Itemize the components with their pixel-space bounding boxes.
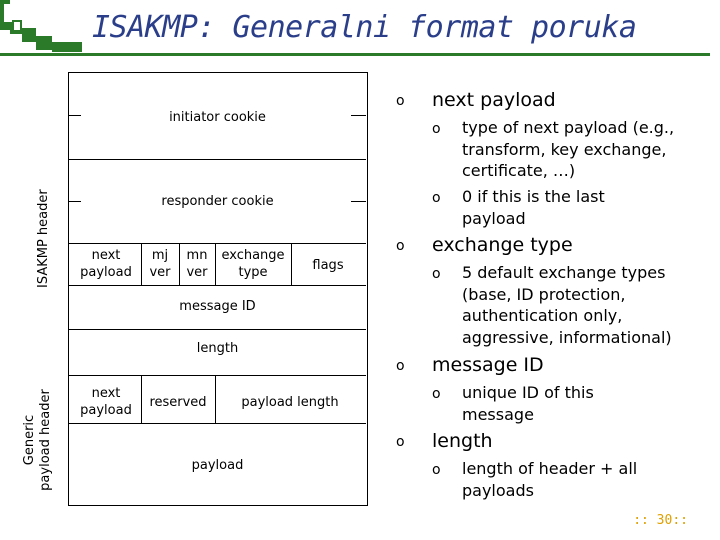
col-divider — [215, 243, 216, 285]
minor-version-field: mn ver — [186, 248, 208, 280]
initiator-cookie-field: initiator cookie — [169, 110, 266, 125]
generic-payload-header-label: Generic payload header — [22, 389, 53, 491]
sub-bullet-text: 5 default exchange types (base, ID protection, authentication only, aggressive, informational) — [462, 263, 672, 347]
sub-bullet-text: type of next payload (e.g., transform, key exchange, certificate, …) — [462, 118, 675, 180]
bullet-marker: o — [432, 386, 441, 402]
major-version-field: mj ver — [149, 248, 171, 280]
row-divider — [69, 423, 366, 424]
sub-bullet — [432, 382, 702, 425]
bullet-marker: o — [432, 121, 441, 137]
bullet-marker: o — [396, 434, 405, 450]
title-underline — [0, 53, 710, 56]
message-id-field: message ID — [179, 299, 256, 314]
generic-next-payload-field: next payload — [80, 386, 132, 418]
row-divider — [69, 159, 366, 160]
row-divider — [69, 243, 366, 244]
sub-bullet — [432, 262, 702, 348]
length-field: length — [196, 341, 239, 356]
bullet-text: message ID — [432, 354, 544, 376]
sub-bullet-text: unique ID of this message — [462, 383, 594, 424]
sub-bullet-text: 0 if this is the last payload — [462, 187, 605, 228]
bullet-marker: o — [432, 462, 441, 478]
row-divider — [69, 375, 366, 376]
flags-field: flags — [312, 258, 344, 273]
page-number: :: 30:: — [633, 513, 688, 528]
bullet-message-id — [396, 354, 544, 376]
bullet-marker: o — [432, 190, 441, 206]
bullet-next-payload — [396, 89, 556, 111]
next-payload-field: next payload — [80, 248, 132, 280]
bullet-marker: o — [396, 238, 405, 254]
bullet-length — [396, 430, 493, 452]
col-divider — [141, 375, 142, 423]
reserved-field: reserved — [149, 395, 207, 410]
isakmp-header-label: ISAKMP header — [36, 189, 51, 288]
bullet-marker: o — [396, 93, 405, 109]
corner-decoration — [0, 0, 90, 60]
sub-bullet — [432, 186, 702, 229]
col-divider — [291, 243, 292, 285]
bullet-text: length — [432, 430, 493, 452]
col-divider — [215, 375, 216, 423]
sub-bullet — [432, 117, 702, 182]
row-divider — [69, 329, 366, 330]
bullet-marker: o — [396, 358, 405, 374]
exchange-type-field: exchange type — [221, 248, 285, 280]
sub-bullet — [432, 458, 702, 501]
col-divider — [141, 243, 142, 285]
bullet-marker: o — [432, 266, 441, 282]
bullet-text: exchange type — [432, 234, 573, 256]
page-title: ISAKMP: Generalni format poruka — [92, 10, 637, 45]
bullet-text: next payload — [432, 89, 556, 111]
sub-bullet-text: length of header + all payloads — [462, 459, 638, 500]
message-format-diagram — [68, 72, 368, 506]
col-divider — [179, 243, 180, 285]
payload-field: payload — [191, 458, 244, 473]
bullet-exchange-type — [396, 234, 573, 256]
payload-length-field: payload length — [241, 395, 339, 410]
responder-cookie-field: responder cookie — [161, 194, 274, 209]
row-divider — [69, 285, 366, 286]
